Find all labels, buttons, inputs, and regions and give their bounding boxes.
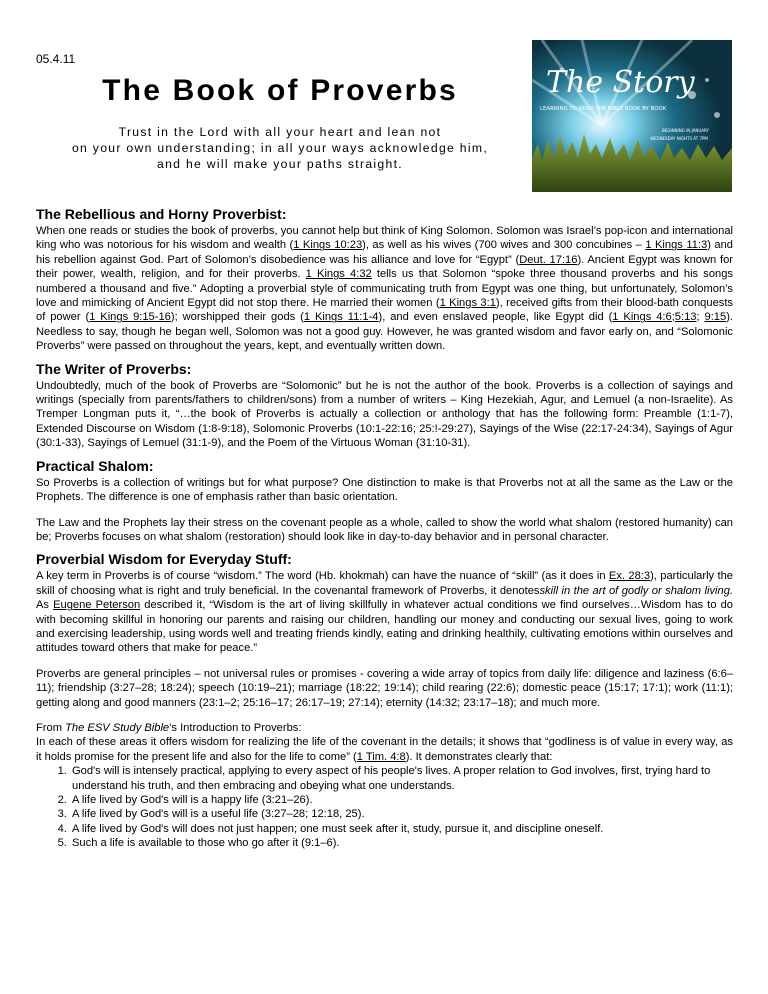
scripture-link[interactable]: 1 Kings 4:6 [612,311,672,324]
scripture-link[interactable]: 9:15 [704,311,727,324]
cover-title: The Story [546,65,695,100]
list-item: 5. Such a life is available to those who go after it (9:1–6). [70,836,733,850]
text: When one reads or studies the book of proverbs, you cannot help but think of King Solomon. Solomon was Israel’s pop-icon and international king who was notorious for his wisdom and wealth ( [36,225,733,252]
section-heading: Proverbial Wisdom for Everyday Stuff: [36,551,292,568]
list-item: 4. A life lived by God's will does not just happen; one must seek after it, study, pursue it, and discipline oneself. [70,822,733,836]
section-heading: The Writer of Proverbs: [36,360,192,377]
source-intro [36,721,733,735]
text: tells us that Solomon “spoke three thousand proverbs and his songs numbered a thousand and five.” Adopting a proverbial style of communicating truth from Egypt was one thing, but unfortunately, Solomon’s love and mimicking of Ancient Egypt did not stop there. He married their women ( [36,268,734,310]
section-paragraph: The Law and the Prophets lay their stress on the covenant people as a whole, called to show the world what shalom (restored humanity) can be; Proverbs focuses on what shalom (restoration) should look like in day-to-day behavior and in personal character. [36,516,733,543]
section-heading: The Rebellious and Horny Proverbist: [36,206,287,222]
section-writer-of-proverbs [36,361,733,451]
text: As [36,599,54,612]
section-paragraph [36,224,733,354]
document-date: 05.4.11 [36,52,76,66]
scripture-link[interactable]: Deut. 17:16 [519,253,578,266]
cover-line-1: BEGINNING IN JANUARY [662,128,709,133]
text: ; [671,311,675,324]
epigraph-verse [36,124,524,172]
author-link[interactable]: Eugene Peterson [53,599,141,612]
text: From [36,721,66,734]
scripture-link[interactable]: Ex. 28:3 [608,570,651,583]
text: ), particularly the skill of choosing what is right and truly beneficial. In the covenantal framework of Proverbs, it denotes [36,570,733,597]
italic-text: skill in the art of godly or shalom living. [539,584,733,597]
document-title: The Book of Proverbs [102,74,458,107]
text: ). Needless to say, though he began well, Solomon was not a good guy. However, he was granted wisdom and favor early on, and “Solomonic Proverbs” were passed on throughout the years, kept, and eventually written down. [36,311,733,353]
text: ’s Introduction to Proverbs: [169,721,302,734]
scripture-link[interactable]: 1 Kings 4:32 [305,268,372,281]
scripture-link[interactable]: 1 Kings 11:3 [645,239,708,252]
document-body [36,206,733,858]
text: A key term in Proverbs is of course “wisdom.” The word (Hb. khokmah) can have the nuance of “skill” (as it does in [36,570,609,583]
text: described it, “Wisdom is the art of living skillfully in whatever actual conditions we find ourselves…Wisdom has to do with becoming skillful in honoring our parents and raising our children, handling our money and conducting our sexual lives, going to work and exercising leadership, using words well and treating friends kindly, eating and drinking healthily, cultivating emotions within ourselves and attitudes toward others that make for peace.” [36,599,733,655]
cover-subtitle: LEARNING TO READ THE BIBLE BOOK BY BOOK [540,106,667,112]
list-item: 1. God's will is intensely practical, applying to every aspect of his people's lives. A proper relation to God involves, first, trying hard to understand his truth, and then embracing and obeying what one understands. [70,764,733,793]
text: ). It demonstrates clearly that: [405,750,553,763]
numbered-list [36,764,733,850]
section-paragraph: Proverbs are general principles – not universal rules or promises - covering a wide array of topics from daily life: diligence and laziness (6:6–11); friendship (3:27–28; 18:24); speech (10:19–21); marriage (18:22; 19:14); child rearing (22:6); domestic peace (15:17; 17:1); work (11:1); getting along and good manners (23:1–2; 25:16–17; 26:17–19; 27:14); eternity (14:32; 23:17–18); and much more. [36,667,733,709]
book-title: The ESV Study Bible [65,721,170,734]
text: In each of these areas it offers wisdom for realizing the life of the covenant in the details; it shows that “godliness is of value in every way, as it holds promise for the present life and also for the life to come” ( [36,736,733,763]
section-paragraph [36,569,733,655]
section-rebellious-proverbist [36,206,733,354]
scripture-link[interactable]: 5:13 [674,311,697,324]
scripture-link[interactable]: 1 Kings 11:1-4 [303,311,379,324]
text: ), and even enslaved people, like Egypt did ( [378,311,613,324]
text: ). Ancient Egypt was known for their power, wealth, religion, and for their proverbs. [36,253,733,281]
the-story-cover-image [532,40,732,192]
text: ) and his rebellion against God. Part of Solomon’s disobedience was his alliance and love for “Egypt” ( [36,239,733,266]
text: ); worshipped their gods ( [170,311,304,324]
list-item: 3. A life lived by God's will is a useful life (3:27–28; 12:18, 25). [70,807,733,821]
section-practical-shalom [36,458,733,545]
cover-art [532,40,732,192]
text: ; [696,311,705,324]
section-heading: Practical Shalom: [36,457,154,474]
section-paragraph [36,735,733,764]
scripture-link[interactable]: 1 Tim. 4:8 [356,750,406,763]
section-proverbial-wisdom [36,551,733,850]
verse-line: Trust in the Lord with all your heart and lean not [118,125,442,139]
cover-line-2: WEDNESDAY NIGHTS AT 7PM [650,136,708,141]
verse-line: and he will make your paths straight. [157,157,403,171]
scripture-link[interactable]: 1 Kings 9:15-16 [89,311,171,324]
section-paragraph: So Proverbs is a collection of writings but for what purpose? One distinction to make is that Proverbs not at all the same as the Law or the Prophets. The difference is one of emphasis rather than basic orientation. [36,476,733,504]
list-item: 2. A life lived by God's will is a happy life (3:21–26). [70,793,733,807]
text: ), received gifts from their blood-bath conquests of power ( [36,297,733,324]
scripture-link[interactable]: 1 Kings 3:1 [439,297,496,310]
verse-line: on your own understanding; in all your ways acknowledge him, [71,141,489,155]
scripture-link[interactable]: 1 Kings 10:23 [293,239,363,252]
text: ), as well as his wives (700 wives and 300 concubines – [362,239,646,252]
section-paragraph: Undoubtedly, much of the book of Proverbs are “Solomonic” but he is not the author of the book. Proverbs is a collection of sayings and writings (specially from parents/fathers to children/sons) from a number of writers – King Hezekiah, Agur, and Lemuel (a non-Israelite). As Tremper Longman puts it, “…the book of Proverbs is actually a collection or anthology that has the following form: Preamble (1:1-7), Extended Discourse on Wisdom (1:8-9:18), Solomonic Proverbs (10:1-22:16; 25:!-29:27), Sayings of the Wise (22:17-24:34), Sayings of Agur (30:1-33), Sayings of Lemuel (31:1-9), and the Poem of the Virtuous Woman (31:10-31). [36,379,733,450]
